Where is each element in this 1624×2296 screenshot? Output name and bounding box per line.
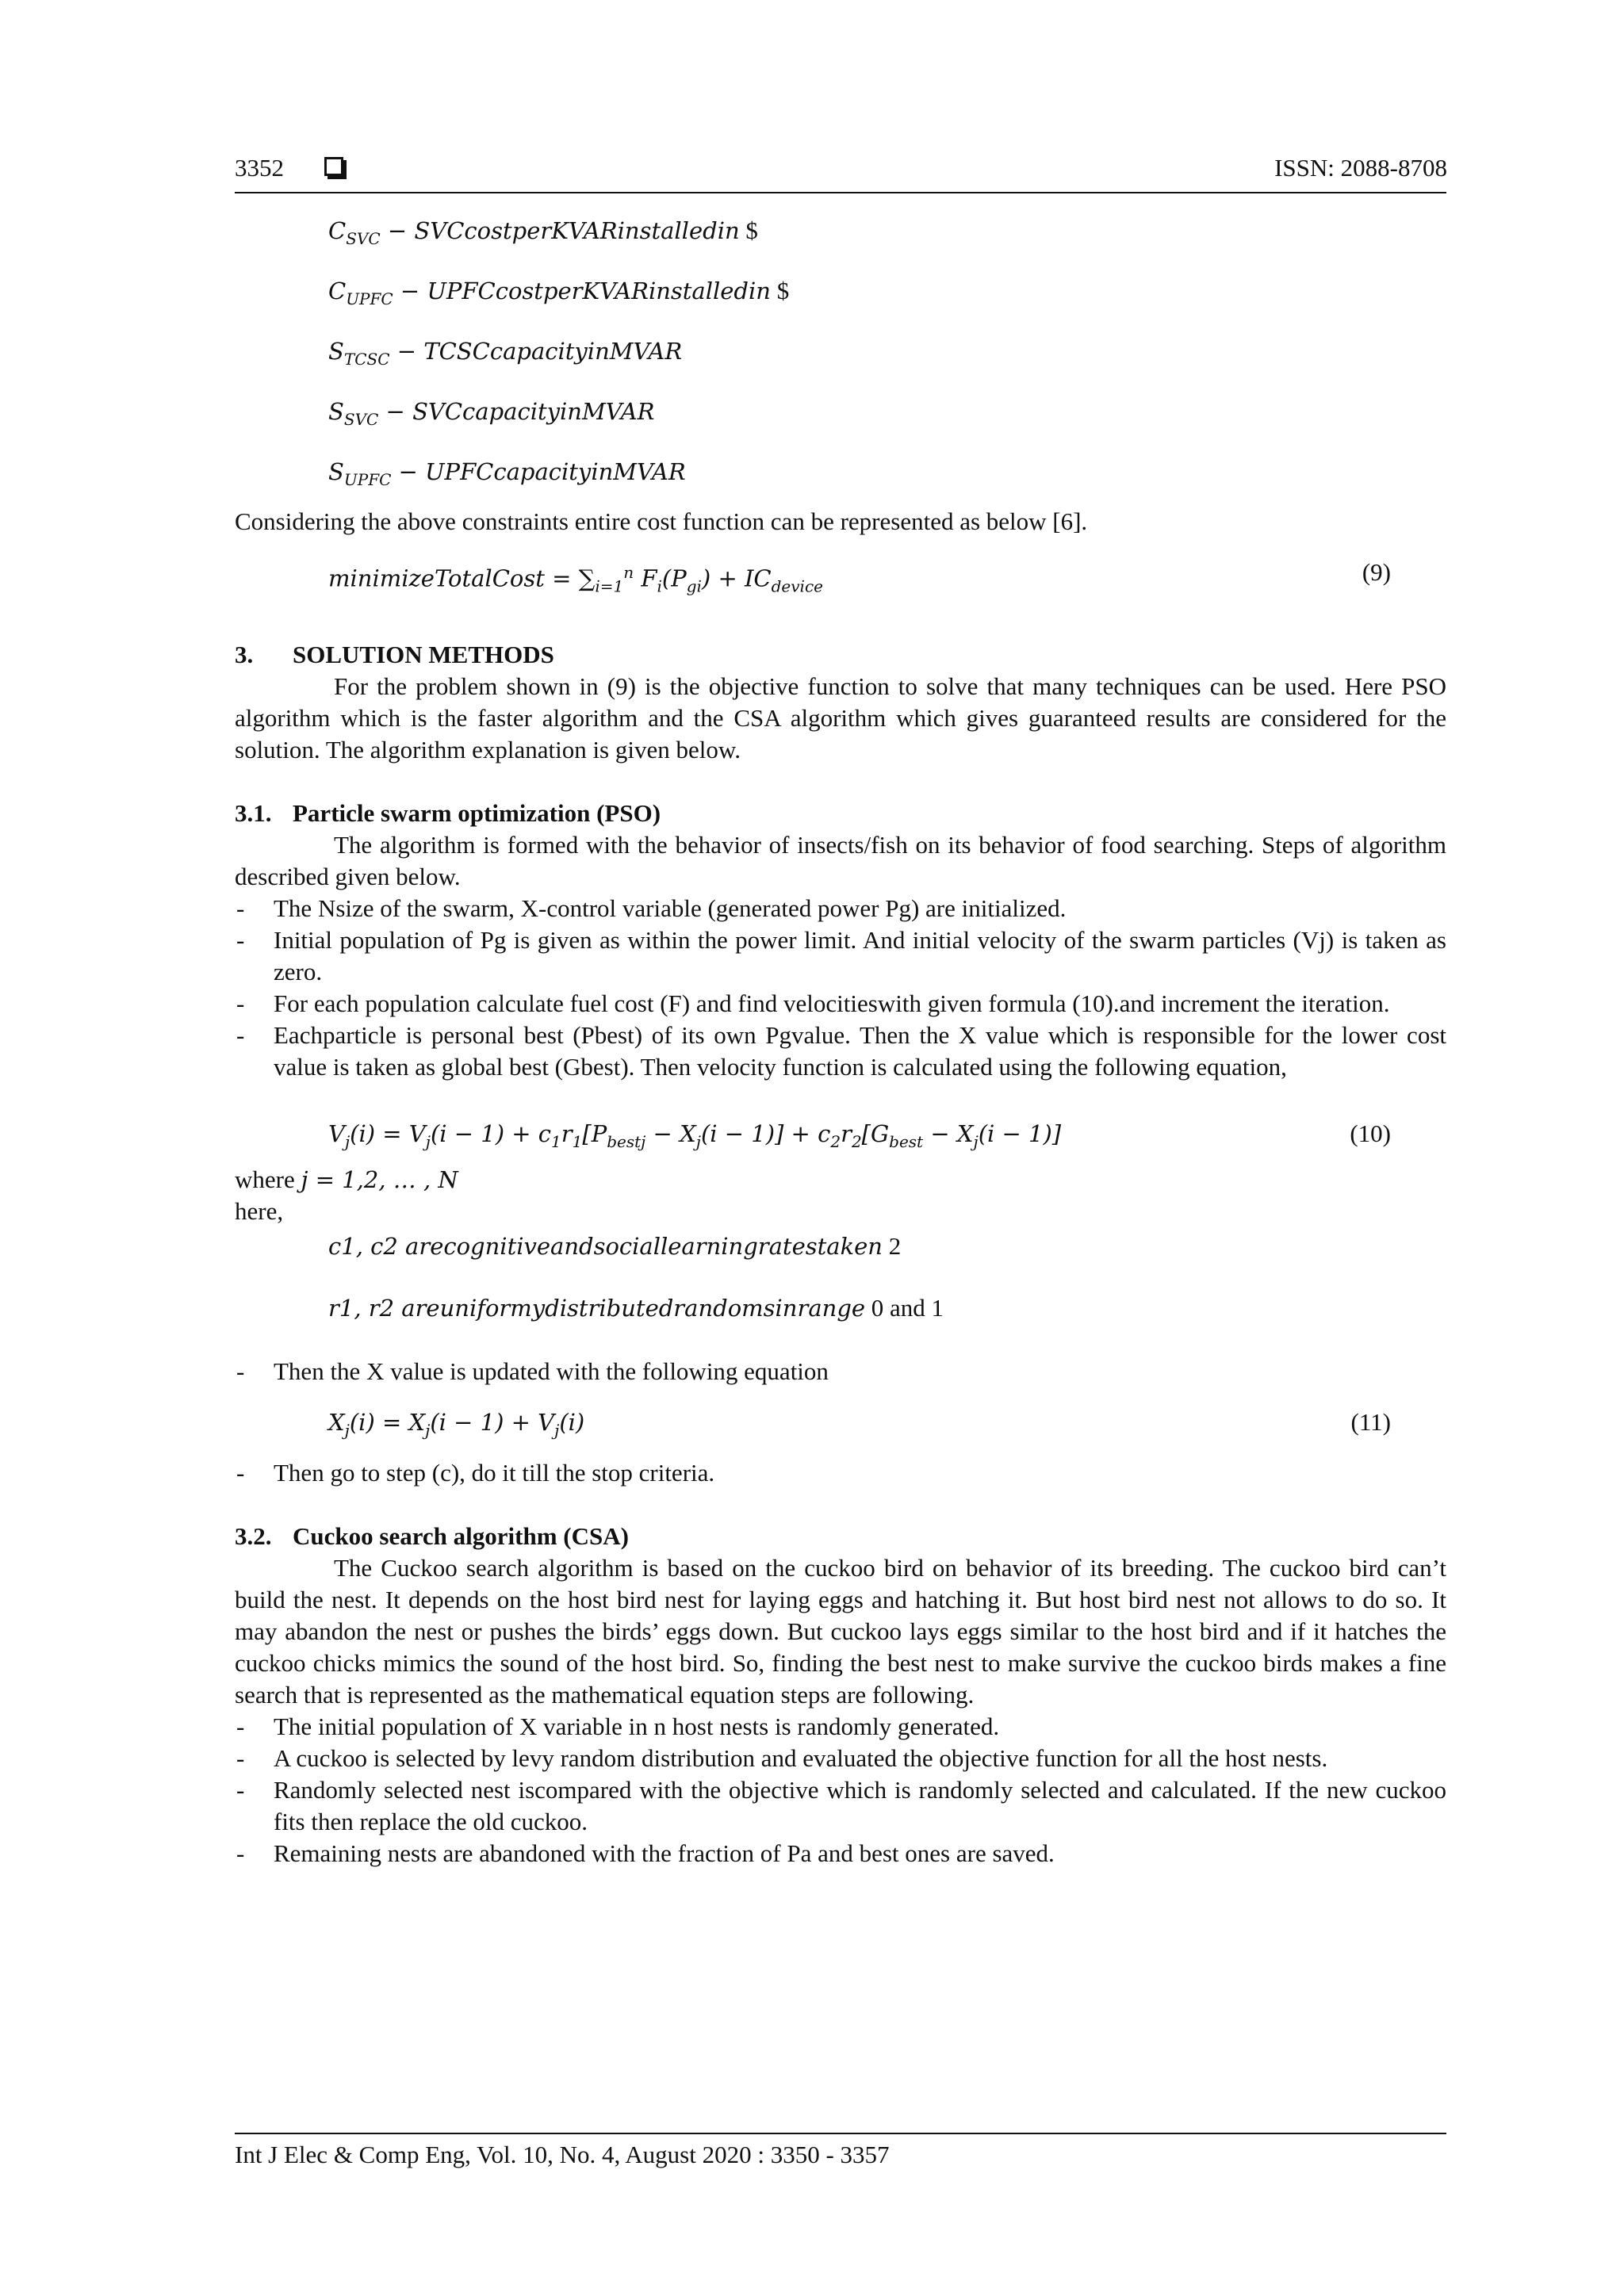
constraint-symbol: S bbox=[328, 338, 344, 365]
constraint-unit: $ bbox=[770, 277, 790, 304]
constraint-subscript: SVC bbox=[346, 228, 381, 248]
section-title: SOLUTION METHODS bbox=[293, 641, 554, 668]
subsection-title: Particle swarm optimization (PSO) bbox=[293, 799, 661, 827]
subsection-heading bbox=[235, 1521, 1446, 1552]
constraint-item bbox=[328, 457, 1446, 487]
constraint-symbol: C bbox=[328, 217, 347, 244]
constraint-unit: $ bbox=[739, 216, 758, 244]
constraint-item bbox=[328, 396, 1446, 427]
list-item: - For each population calculate fuel cost (F) and find velocitieswith given formula (10).and increment the iteration. bbox=[235, 988, 1446, 1020]
constraint-subscript: TCSC bbox=[343, 349, 390, 369]
equation-number: (10) bbox=[1350, 1119, 1391, 1147]
list-item: - The initial population of X variable in n host nests is randomly generated. bbox=[235, 1711, 1446, 1743]
header-rule bbox=[235, 192, 1446, 193]
subsection-heading bbox=[235, 798, 1446, 829]
section-heading bbox=[235, 639, 1446, 671]
where-line: where j = 1,2, … , N bbox=[235, 1165, 458, 1193]
subsection-title: Cuckoo search algorithm (CSA) bbox=[293, 1522, 629, 1550]
constraint-subscript: UPFC bbox=[346, 289, 393, 308]
page-body bbox=[235, 198, 1446, 1869]
section-number: 3. bbox=[235, 641, 254, 668]
section-paragraph: For the problem shown in (9) is the objective function to solve that many techniques can be used. Here PSO algorithm which is the faster algorithm and the CSA algorithm which gives guaranteed results are considered for the solution. The algorithm explanation is given below. bbox=[235, 672, 1446, 763]
constraint-item bbox=[328, 336, 1446, 369]
list-item: - Initial population of Pg is given as within the power limit. And initial velocity of the swarm particles (Vj) is taken as zero. bbox=[235, 924, 1446, 988]
definition-c1-c2: c1, c2 arecognitiveandsociallearningratestaken 2 bbox=[328, 1232, 902, 1260]
constraint-text: − SVCcapacityinMVAR bbox=[378, 398, 655, 425]
pso-steps-list bbox=[235, 893, 1446, 1083]
equation-10: $V_j(i) = V_j(i - 1) + c_1r_1[P_{bestj} - X_j(i - 1)] + c_2r_2[G_{best} - X_j(i - 1)]$ (10) bbox=[328, 1115, 1446, 1153]
footer-citation: Int J Elec & Comp Eng, Vol. 10, No. 4, August 2020 : 3350 - 3357 bbox=[235, 2141, 890, 2168]
issn-label: ISSN: 2088-8708 bbox=[1274, 154, 1447, 182]
subsection-paragraph: The algorithm is formed with the behavior of insects/fish on its behavior of food searching. Steps of algorithm described given below. bbox=[235, 831, 1446, 890]
equation-9: minimizeTotalCost = $\sum_{i=1}^n$ $F_i(P_{gi}) + IC_{device}$ (9) bbox=[328, 553, 1446, 591]
list-item: - Then the X value is updated with the following equation bbox=[235, 1356, 1446, 1387]
csa-steps-list bbox=[235, 1711, 1446, 1869]
constraint-item bbox=[328, 276, 1446, 306]
constraint-symbol: S bbox=[328, 398, 344, 425]
intro-paragraph: Considering the above constraints entire cost function can be represented as below [6]. bbox=[235, 507, 1088, 535]
constraint-item bbox=[328, 216, 1446, 246]
footer-rule bbox=[235, 2133, 1446, 2134]
subsection-number: 3.2. bbox=[235, 1522, 272, 1550]
equation-11: $X_j(i) = X_j(i - 1) + V_j(i)$ (11) bbox=[328, 1403, 1446, 1441]
definition-r1-r2: r1, r2 areuniformydistributedrandomsinrange 0 and 1 bbox=[328, 1294, 944, 1322]
list-item: - Eachparticle is personal best (Pbest) of its own Pgvalue. Then the X value which is responsible for the lower cost value is taken as global best (Gbest). Then velocity function is calculated using the following equation, bbox=[235, 1020, 1446, 1083]
constraint-text: − UPFCcapacityinMVAR bbox=[391, 458, 686, 485]
constraint-subscript: UPFC bbox=[343, 469, 392, 489]
list-item: - Remaining nests are abandoned with the fraction of Pa and best ones are saved. bbox=[235, 1838, 1446, 1869]
list-item: - Randomly selected nest iscompared with the objective which is randomly selected and calculated. If the new cuckoo fits then replace the old cuckoo. bbox=[235, 1774, 1446, 1838]
equation-number: (9) bbox=[1362, 558, 1391, 586]
constraint-list bbox=[235, 216, 1446, 487]
constraint-text: − UPFCcostperKVARinstalledin bbox=[393, 277, 771, 304]
list-item: - Then go to step (c), do it till the stop criteria. bbox=[235, 1457, 1446, 1489]
here-line: here, bbox=[235, 1197, 284, 1225]
subsection-number: 3.1. bbox=[235, 799, 272, 827]
page-number: 3352 bbox=[235, 154, 284, 182]
constraint-text: − SVCcostperKVARinstalledin bbox=[380, 217, 740, 244]
constraint-symbol: C bbox=[328, 277, 347, 304]
list-item: - A cuckoo is selected by levy random distribution and evaluated the objective function for all the host nests. bbox=[235, 1743, 1446, 1774]
constraint-text: − TCSCcapacityinMVAR bbox=[389, 338, 683, 365]
constraint-symbol: S bbox=[328, 458, 344, 485]
list-item: - The Nsize of the swarm, X-control variable (generated power Pg) are initialized. bbox=[235, 893, 1446, 924]
constraint-subscript: SVC bbox=[343, 409, 379, 429]
subsection-paragraph: The Cuckoo search algorithm is based on the cuckoo bird on behavior of its breeding. The cuckoo bird can’t build the nest. It depends on the host bird nest for laying eggs and hatching it. But host bird nest not allows to do so. It may abandon the nest or pushes the birds’ eggs down. But cuckoo lays eggs similar to the host bird and if it hatches the cuckoo chicks mimics the sound of the host bird. So, finding the best nest to make survive the cuckoo birds makes a fine search that is represented as the mathematical equation steps are following. bbox=[235, 1554, 1446, 1709]
pso-update-list bbox=[235, 1356, 1446, 1387]
header-square-icon bbox=[324, 157, 343, 176]
pso-final-list bbox=[235, 1457, 1446, 1489]
equation-number: (11) bbox=[1350, 1408, 1391, 1436]
